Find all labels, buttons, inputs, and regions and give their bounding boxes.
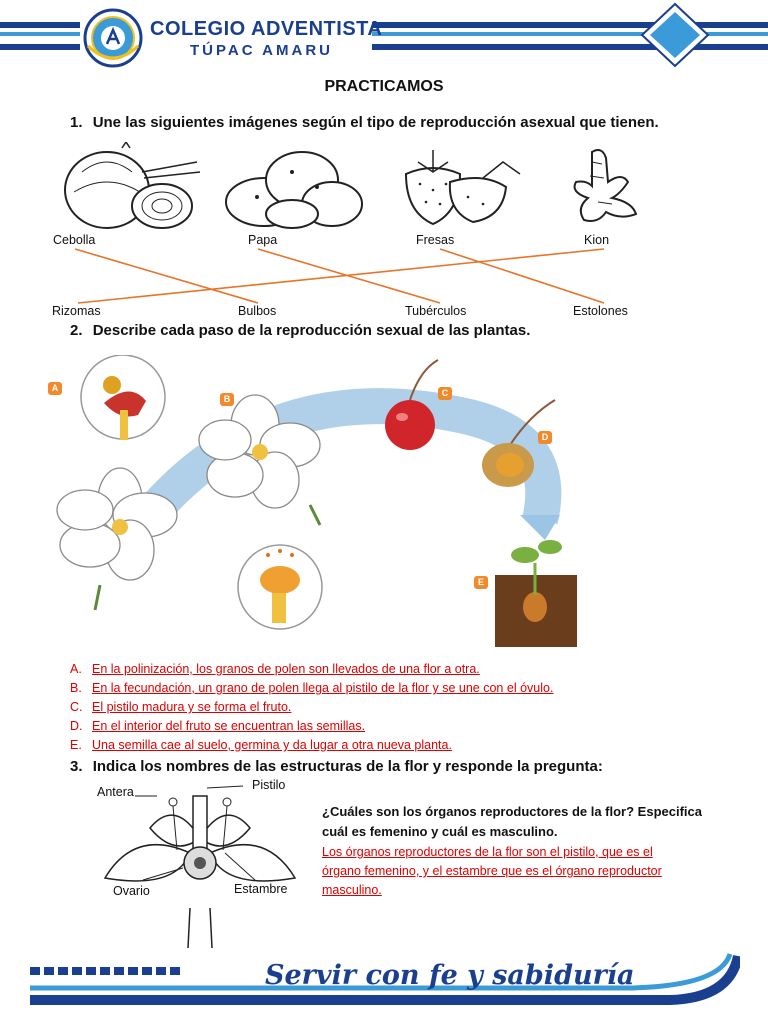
seedling-e — [495, 540, 577, 647]
question-number: 3. — [70, 758, 83, 775]
badge-c: C — [438, 387, 452, 400]
connector-papa-tuberculos — [258, 249, 440, 303]
flower-structure-diagram — [95, 778, 305, 950]
zoom-a — [81, 355, 165, 440]
question-3 — [70, 758, 603, 775]
connector-kion-rizomas — [78, 249, 604, 303]
type-label-bulbos: Bulbos — [238, 304, 277, 318]
answer-letter: A. — [70, 662, 82, 676]
item-label-cebolla: Cebolla — [53, 233, 96, 247]
answer-a — [70, 662, 480, 676]
label-ovario: Ovario — [113, 884, 150, 898]
badge-a: A — [48, 382, 62, 395]
answer-d — [70, 719, 365, 733]
type-label-rizomas: Rizomas — [52, 304, 101, 318]
question-text: Une las siguientes imágenes según el tipo de reproducción asexual que tienen. — [92, 114, 659, 131]
reproduction-cycle-figure — [40, 355, 640, 655]
connector-cebolla-bulbos — [75, 249, 258, 303]
type-label-estolones: Estolones — [573, 304, 628, 318]
answer-text: En la fecundación, un grano de polen llega al pistilo de la flor y se une con el óvulo. — [92, 681, 554, 695]
item-label-fresas: Fresas — [416, 233, 455, 247]
question-number: 1. — [70, 114, 83, 131]
answer-letter: B. — [70, 681, 82, 695]
q3-prompt-line-1: ¿Cuáles son los órganos reproductores de la flor? Especifica — [322, 804, 702, 819]
cycle-arrow-head — [520, 515, 560, 540]
label-pistilo: Pistilo — [252, 778, 286, 792]
question-text: Describe cada paso de la reproducción sexual de las plantas. — [92, 322, 531, 339]
answer-letter: C. — [70, 700, 83, 714]
q3-prompt-line-2: cuál es femenino y cuál es masculino. — [322, 824, 558, 839]
answer-e — [70, 738, 452, 752]
answer-c — [70, 700, 291, 714]
item-label-kion: Kion — [584, 233, 610, 247]
label-antera: Antera — [97, 785, 134, 799]
badge-e: E — [474, 576, 488, 589]
q3-answer-line-3: masculino. — [322, 883, 382, 897]
question-number: 2. — [70, 322, 83, 339]
zoom-b — [238, 545, 322, 629]
q3-answer-line-1: Los órganos reproductores de la flor son el pistilo, que es el — [322, 845, 653, 859]
answer-text: El pistilo madura y se forma el fruto. — [92, 700, 292, 714]
answer-text: En la polinización, los granos de polen son llevados de una flor a otra. — [92, 662, 480, 676]
answer-text: Una semilla cae al suelo, germina y da lugar a otra nueva planta. — [92, 738, 452, 752]
school-name: COLEGIO ADVENTISTA — [150, 18, 383, 40]
badge-b: B — [220, 393, 234, 406]
school-subname: TÚPAC AMARU — [190, 42, 333, 59]
badge-d: D — [538, 431, 552, 444]
footer-motto: Servir con fe y sabiduría — [265, 960, 635, 991]
label-estambre: Estambre — [234, 882, 288, 896]
page-title: PRACTICAMOS — [324, 78, 444, 95]
q3-answer-line-2: órgano femenino, y el estambre que es el órgano reproductor — [322, 864, 662, 878]
answer-letter: D. — [70, 719, 83, 733]
answer-letter: E. — [70, 738, 82, 752]
matching-lines — [0, 0, 768, 330]
question-2 — [70, 322, 530, 339]
answer-text: En el interior del fruto se encuentran las semillas. — [92, 719, 366, 733]
type-label-tuberculos: Tubérculos — [405, 304, 467, 318]
item-label-papa: Papa — [248, 233, 278, 247]
answer-b — [70, 681, 553, 695]
question-text: Indica los nombres de las estructuras de la flor y responde la pregunta: — [92, 758, 603, 775]
